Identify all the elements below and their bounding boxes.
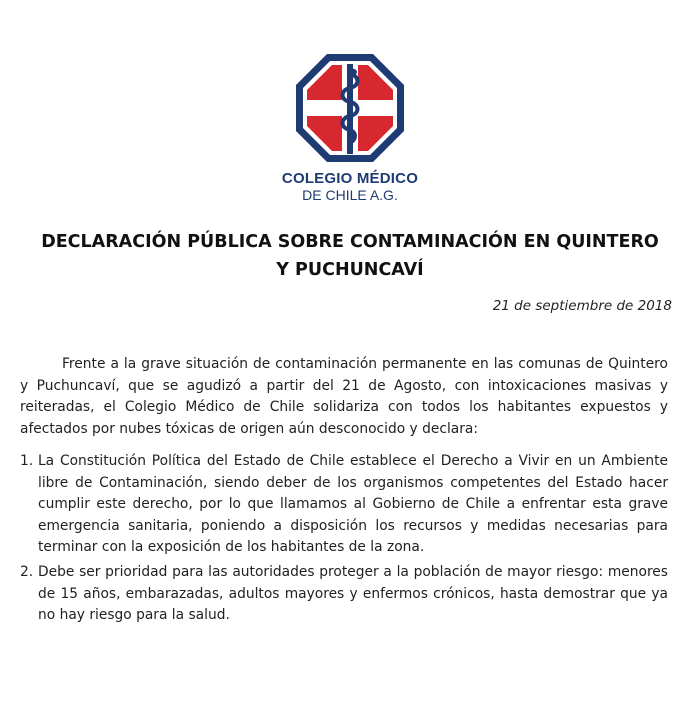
logo-subtitle: DE CHILE A.G. <box>302 187 398 203</box>
list-item <box>20 451 668 559</box>
colegio-medico-logo-icon <box>294 52 406 164</box>
logo <box>0 52 700 203</box>
intro-paragraph: Frente a la grave situación de contaminación permanente en las comunas de Quintero y Puchuncaví, que se agudizó a partir del 21 de Agosto, con intoxicaciones masivas y reiteradas, el Colegio Médico de Chile solidariza con todos los habitantes expuestos y afectados por nubes tóxicas de origen aún desconocido y declara: <box>20 356 668 437</box>
logo-name: COLEGIO MÉDICO <box>281 170 419 187</box>
list-item-text: Debe ser prioridad para las autoridades proteger a la población de mayor riesgo: menores de 15 años, embarazadas, adultos mayores y enfermos crónicos, hasta demostrar que ya no hay riesgo para la salud. <box>38 564 668 623</box>
list-item-text: La Constitución Política del Estado de Chile establece el Derecho a Vivir en un Ambiente libre de Contaminación, siendo deber de los organismos competentes del Estado hacer cumplir este derecho, por lo que llamamos al Gobierno de Chile a enfrentar esta grave emergencia sanitaria, poniendo a disposición los recursos y medidas necesarias para terminar con la exposición de los habitantes de la zona. <box>38 453 668 555</box>
list-item-number: 1. <box>20 453 34 469</box>
list-item-number: 2. <box>20 564 34 580</box>
list-item <box>20 562 668 627</box>
document-title: DECLARACIÓN PÚBLICA SOBRE CONTAMINACIÓN EN QUINTERO Y PUCHUNCAVÍ <box>41 232 659 280</box>
document-date: 21 de septiembre de 2018 <box>492 298 672 314</box>
